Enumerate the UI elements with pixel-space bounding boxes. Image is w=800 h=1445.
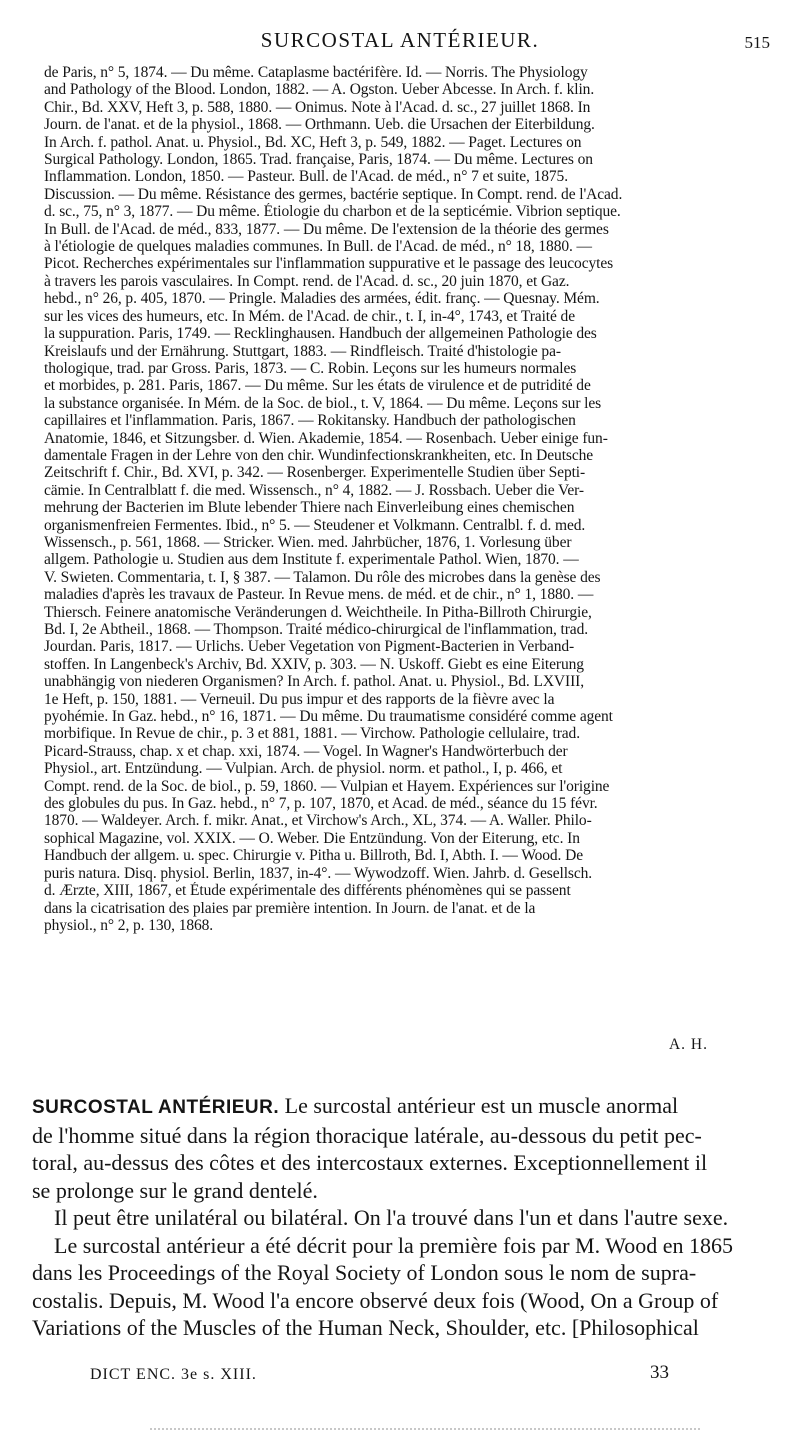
bibliography-line: Kreislaufs und der Ernährung. Stuttgart, 1883. — Rindfleisch. Traité d'histologie pa- bbox=[44, 342, 561, 360]
bibliography-line: capillaires et l'inflammation. Paris, 1867. — Rokitansky. Handbuch der pathologischen bbox=[44, 412, 576, 430]
bibliography-line: maladies d'après les travaux de Pasteur. In Revue mens. de méd. et de chir., n° 1, 1880. — bbox=[44, 586, 594, 604]
article-line: se prolonge sur le grand dentelé. bbox=[32, 1177, 318, 1203]
bibliography-line: allgem. Pathologie u. Studien aus dem Institute f. experimentale Pathol. Wien, 1870. — bbox=[44, 551, 579, 569]
bibliography-line: la suppuration. Paris, 1749. — Recklinghausen. Handbuch der allgemeinen Pathologie des bbox=[44, 325, 597, 343]
bibliography-line: hebd., n° 26, p. 405, 1870. — Pringle. Maladies des armées, édit. franç. — Quesnay. Mém. bbox=[44, 290, 600, 308]
bibliography-line: Surgical Pathology. London, 1865. Trad. française, Paris, 1874. — Du même. Lectures on bbox=[44, 151, 593, 169]
article-heading: SURCOSTAL ANTÉRIEUR. bbox=[32, 1097, 280, 1118]
article-line: toral, au-dessus des côtes et des intercostaux externes. Exceptionnellement il bbox=[32, 1150, 708, 1175]
bibliography-line: des globules du pus. In Gaz. hebd., n° 7, p. 107, 1870, et Acad. de méd., séance du 15 févr. bbox=[44, 795, 598, 813]
sheet-number: 33 bbox=[650, 1362, 669, 1383]
article-line: de l'homme situé dans la région thoracique latérale, au-dessous du petit pec- bbox=[32, 1122, 702, 1148]
bibliography-line: puris natura. Disq. physiol. Berlin, 1837, in-4°. — Wywodzoff. Wien. Jahrb. d. Gesellsch. bbox=[44, 864, 593, 882]
bibliography-line: In Bull. de l'Acad. de méd., 833, 1877. — Du même. De l'extension de la théorie des germes bbox=[44, 220, 609, 238]
article-paragraph bbox=[32, 1232, 758, 1342]
bibliography-line: sur les vices des humeurs, etc. In Mém. de l'Acad. de chir., t. I, in-4°, 1743, et Traité de bbox=[44, 307, 575, 325]
bibliography-line: à l'étiologie de quelques maladies communes. In Bull. de l'Acad. de méd., n° 18, 1880. — bbox=[44, 238, 592, 256]
bibliography-line: Physiol., art. Entzündung. — Vulpian. Arch. de physiol. norm. et pathol., I, p. 466, et bbox=[44, 760, 563, 778]
article-paragraph bbox=[32, 1204, 758, 1232]
bibliography-line: thologique, trad. par Gross. Paris, 1873. — C. Robin. Leçons sur les humeurs normales bbox=[44, 359, 577, 377]
bibliography-line: Zeitschrift f. Chir., Bd. XVI, p. 342. — Rosenberger. Experimentelle Studien über Septi- bbox=[44, 464, 586, 482]
article-paragraph bbox=[32, 1092, 758, 1204]
article-line: dans les Proceedings of the Royal Society of London sous le nom de supra- bbox=[32, 1260, 697, 1285]
bibliography-line: Discussion. — Du même. Résistance des germes, bactérie septique. In Compt. rend. de l'Acad. bbox=[44, 185, 623, 203]
bibliography-line: d. sc., 75, n° 3, 1877. — Du même. Étiologie du charbon et de la septicémie. Vibrion septique. bbox=[44, 203, 621, 221]
bibliography-line: Chir., Bd. XXV, Heft 3, p. 588, 1880. — Onimus. Note à l'Acad. d. sc., 27 juillet 1868. In bbox=[44, 98, 591, 116]
bibliography-line: Journ. de l'anat. et de la physiol., 1868. — Orthmann. Ueb. die Ursachen der Eiterbildung. bbox=[44, 116, 595, 134]
bibliography-line: Jourdan. Paris, 1817. — Urlichs. Ueber Vegetation von Pigment-Bacterien in Verband- bbox=[44, 638, 575, 656]
bibliography-line: Inflammation. London, 1850. — Pasteur. Bull. de l'Acad. de méd., n° 7 et suite, 1875. bbox=[44, 168, 568, 186]
bibliography-line: Anatomie, 1846, et Sitzungsber. d. Wien. Akademie, 1854. — Rosenbach. Ueber einige fun- bbox=[44, 429, 608, 447]
bibliography-line: 1870. — Waldeyer. Arch. f. mikr. Anat., et Virchow's Arch., XL, 374. — A. Waller. Philo- bbox=[44, 812, 592, 830]
bibliography-line: dans la cicatrisation des plaies par première intention. In Journ. de l'anat. et de la bbox=[44, 899, 536, 917]
bibliography-line: 1e Heft, p. 150, 1881. — Verneuil. Du pus impur et des rapports de la fièvre avec la bbox=[44, 690, 555, 708]
bibliography-line: In Arch. f. pathol. Anat. u. Physiol., Bd. XC, Heft 3, p. 549, 1882. — Paget. Lectures on bbox=[44, 133, 582, 151]
bibliography-line: Picard-Strauss, chap. x et chap. xxi, 1874. — Vogel. In Wagner's Handwörterbuch der bbox=[44, 742, 568, 760]
bibliography-block bbox=[44, 64, 770, 934]
signature-mark: DICT ENC. 3e s. XIII. bbox=[90, 1366, 257, 1383]
article-line: Le surcostal antérieur a été décrit pour la première fois par M. Wood en 1865 bbox=[54, 1232, 733, 1258]
bibliography-line: à travers les parois vasculaires. In Compt. rend. de l'Acad. d. sc., 20 juin 1870, et Gaz. bbox=[44, 272, 570, 290]
bibliography-line: Bd. I, 2e Abtheil., 1868. — Thompson. Traité médico-chirurgical de l'inflammation, trad. bbox=[44, 621, 589, 638]
bibliography-line: Handbuch der allgem. u. spec. Chirurgie v. Pitha u. Billroth, Bd. I, Abth. I. — Wood. De bbox=[44, 847, 583, 865]
bibliography-line: Thiersch. Feinere anatomische Veränderungen d. Weichtheile. In Pitha-Billroth Chirurgie, bbox=[44, 603, 592, 621]
bibliography-line: physiol., n° 2, p. 130, 1868. bbox=[44, 916, 214, 934]
article-line: Il peut être unilatéral ou bilatéral. On l'a trouvé dans l'un et dans l'autre sexe. bbox=[54, 1205, 729, 1230]
bibliography-line: stoffen. In Langenbeck's Archiv, Bd. XXIV, p. 303. — N. Uskoff. Giebt es eine Eiterung bbox=[44, 655, 584, 673]
bibliography-line: damentale Fragen in der Lehre von den chir. Wundinfectionskrankheiten, etc. In Deutsche bbox=[44, 446, 594, 464]
page-number: 515 bbox=[744, 33, 770, 52]
author-signature: A. H. bbox=[668, 1036, 708, 1053]
bibliography-line: la substance organisée. In Mém. de la Soc. de biol., t. V, 1864. — Du même. Leçons sur les bbox=[44, 394, 602, 412]
bibliography-line: Picot. Recherches expérimentales sur l'inflammation suppurative et le passage des leucocytes bbox=[44, 255, 614, 273]
article-line: SURCOSTAL ANTÉRIEUR. Le surcostal antérieur est un muscle anormal bbox=[32, 1093, 679, 1118]
running-head: SURCOSTAL ANTÉRIEUR. bbox=[260, 28, 540, 52]
scan-artifact-divider bbox=[150, 1428, 700, 1432]
bibliography-line: V. Swieten. Commentaria, t. I, § 387. — Talamon. Du rôle des microbes dans la genèse des bbox=[44, 568, 601, 586]
bibliography-line: Wissensch., p. 561, 1868. — Stricker. Wien. med. Jahrbücher, 1876, 1. Vorlesung über bbox=[44, 533, 572, 551]
bibliography-line: d. Ærzte, XIII, 1867, et Étude expérimentale des différents phénomènes qui se passent bbox=[44, 882, 571, 900]
bibliography-line: and Pathology of the Blood. London, 1882. — A. Ogston. Ueber Abcesse. In Arch. f. klin. bbox=[44, 81, 595, 99]
bibliography-line: organismenfreien Fermentes. Ibid., n° 5. — Steudener et Volkmann. Centralbl. f. d. med. bbox=[44, 516, 586, 534]
article-line: Variations of the Muscles of the Human Neck, Shoulder, etc. [Philosophical bbox=[32, 1315, 699, 1340]
article-surcostal-anterieur bbox=[32, 1092, 758, 1342]
bibliography-line: pyohémie. In Gaz. hebd., n° 16, 1871. — Du même. Du traumatisme considéré comme agent bbox=[44, 708, 613, 726]
bibliography-line: cämie. In Centralblatt f. die med. Wissensch., n° 4, 1882. — J. Rossbach. Ueber die Ver- bbox=[44, 481, 584, 499]
bibliography-line: et morbides, p. 281. Paris, 1867. — Du même. Sur les états de virulence et de putridité de bbox=[44, 377, 591, 395]
bibliography-line: morbifique. In Revue de chir., p. 3 et 881, 1881. — Virchow. Pathologie cellulaire, trad. bbox=[44, 725, 580, 743]
article-line: costalis. Depuis, M. Wood l'a encore observé deux fois (Wood, On a Group of bbox=[32, 1287, 719, 1313]
bibliography-line: Compt. rend. de la Soc. de biol., p. 59, 1860. — Vulpian et Hayem. Expériences sur l'origine bbox=[44, 777, 610, 795]
bibliography-line: mehrung der Bacterien im Blute lebender Thiere nach Einverleibung eines chemischen bbox=[44, 499, 575, 517]
bibliography-line: unabhängig von niederen Organismen? In Arch. f. pathol. Anat. u. Physiol., Bd. LXVIII, bbox=[44, 673, 584, 691]
bibliography-line: de Paris, n° 5, 1874. — Du même. Cataplasme bactérifère. Id. — Norris. The Physiology bbox=[44, 64, 588, 81]
bibliography-line: sophical Magazine, vol. XXIX. — O. Weber. Die Entzündung. Von der Eiterung, etc. In bbox=[44, 829, 580, 847]
